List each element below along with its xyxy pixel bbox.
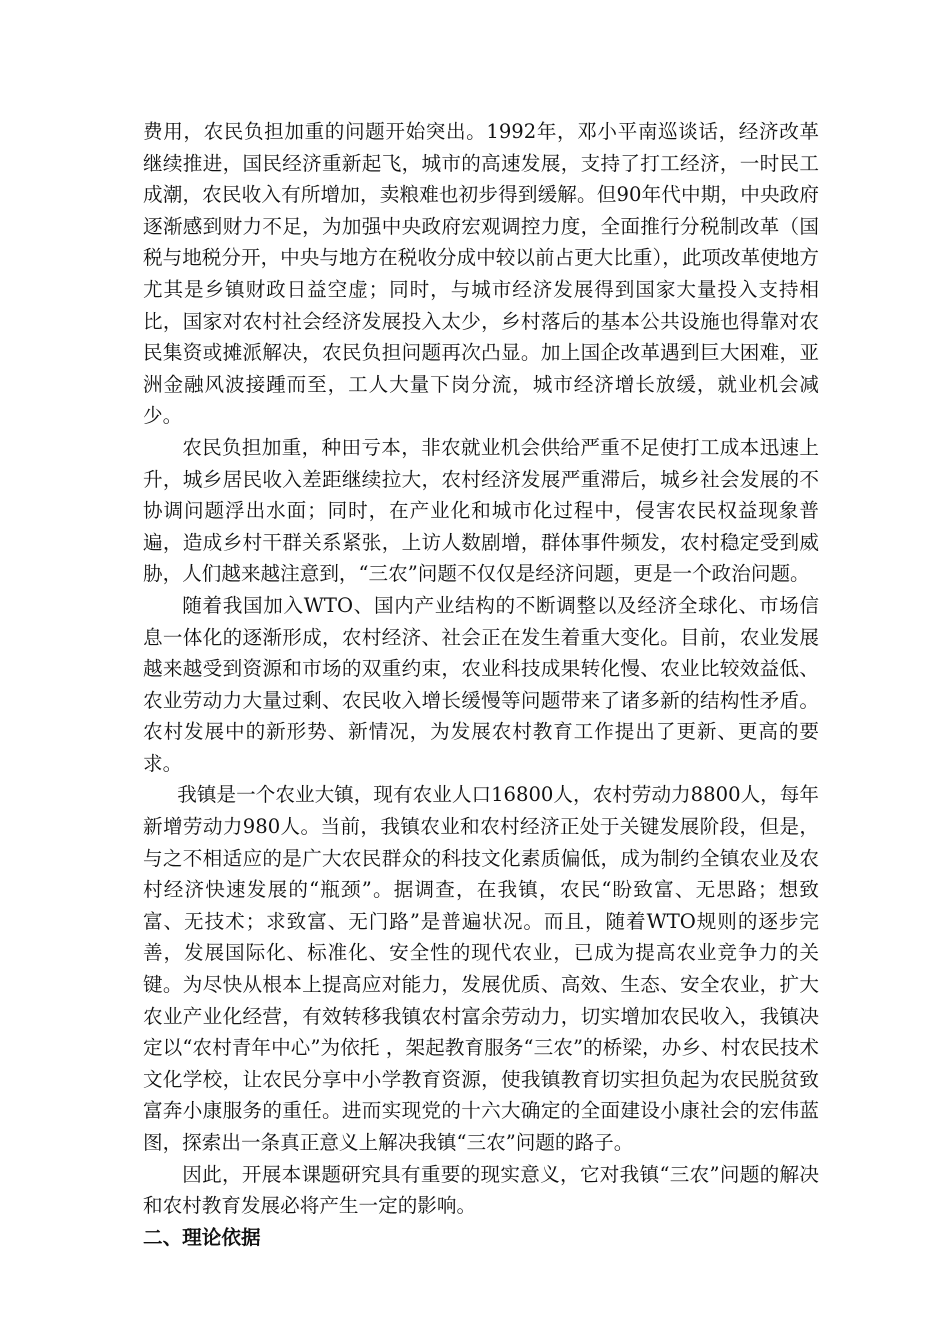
document-page (143, 116, 819, 1253)
paragraph-fiscal-reform: 费用，农民负担加重的问题开始突出。1992年，邓小平南巡谈话，经济改革继续推进，国民经济重新起飞，城市的高速发展，支持了打工经济，一时民工成潮，农民收入有所增加，卖粮难也初步得到缓解。但90年代中期，中央政府逐渐感到财力不足，为加强中央政府宏观调控力度，全面推行分税制改革（国税与地税分开，中央与地方在税收分成中较以前占更大比重），此项改革使地方尤其是乡镇财政日益空虚；同时，与城市经济发展得到国家大量投入支持相比，国家对农村社会经济发展投入太少，乡村落后的基本公共设施也得靠对农民集资或摊派解决，农民负担问题再次凸显。加上国企改革遇到巨大困难，亚洲金融风波接踵而至，工人大量下岗分流，城市经济增长放缓，就业机会减少。 (143, 120, 819, 428)
paragraph-significance: 因此，开展本课题研究具有重要的现实意义，它对我镇“三农”问题的解决和农村教育发展必将产生一定的影响。 (143, 1162, 819, 1218)
paragraph-wto-impact: 随着我国加入WTO、国内产业结构的不断调整以及经济全球化、市场信息一体化的逐渐形成，农村经济、社会正在发生着重大变化。目前，农业发展越来越受到资源和市场的双重约束，农业科技成果转化慢、农业比较效益低、农业劳动力大量过剩、农民收入增长缓慢等问题带来了诸多新的结构性矛盾。农村发展中的新形势、新情况，为发展农村教育工作提出了更新、更高的要求。 (143, 593, 819, 775)
paragraph-farmer-burden: 农民负担加重，种田亏本，非农就业机会供给严重不足使打工成本迅速上升，城乡居民收入差距继续拉大，农村经济发展严重滞后，城乡社会发展的不协调问题浮出水面；同时，在产业化和城市化过程中，侵害农民权益现象普遍，造成乡村干群关系紧张，上访人数剧增，群体事件频发，农村稳定受到威胁，人们越来越注意到，“三农”问题不仅仅是经济问题，更是一个政治问题。 (143, 435, 819, 586)
section-heading-theory: 二、理论依据 (143, 1225, 261, 1249)
paragraph-town-situation: 我镇是一个农业大镇，现有农业人口16800人，农村劳动力8800人，每年新增劳动力980人。当前，我镇农业和农村经济正处于关键发展阶段，但是，与之不相适应的是广大农民群众的科技文化素质偏低，成为制约全镇农业及农村经济快速发展的“瓶颈”。据调查，在我镇，农民“盼致富、无思路；想致富、无技术；求致富、无门路”是普遍状况。而且，随着WTO规则的逐步完善，发展国际化、标准化、安全性的现代农业，已成为提高农业竞争力的关键。为尽快从根本上提高应对能力，发展优质、高效、生态、安全农业，扩大农业产业化经营，有效转移我镇农村富余劳动力，切实增加农民收入，我镇决定以“农村青年中心”为依托 ，架起教育服务“三农”的桥梁，办乡、村农民技术文化学校，让农民分享中小学教育资源，使我镇教育切实担负起为农民脱贫致富奔小康服务的重任。进而实现党的十六大确定的全面建设小康社会的宏伟蓝图，探索出一条真正意义上解决我镇“三农”问题的路子。 (143, 783, 819, 1154)
